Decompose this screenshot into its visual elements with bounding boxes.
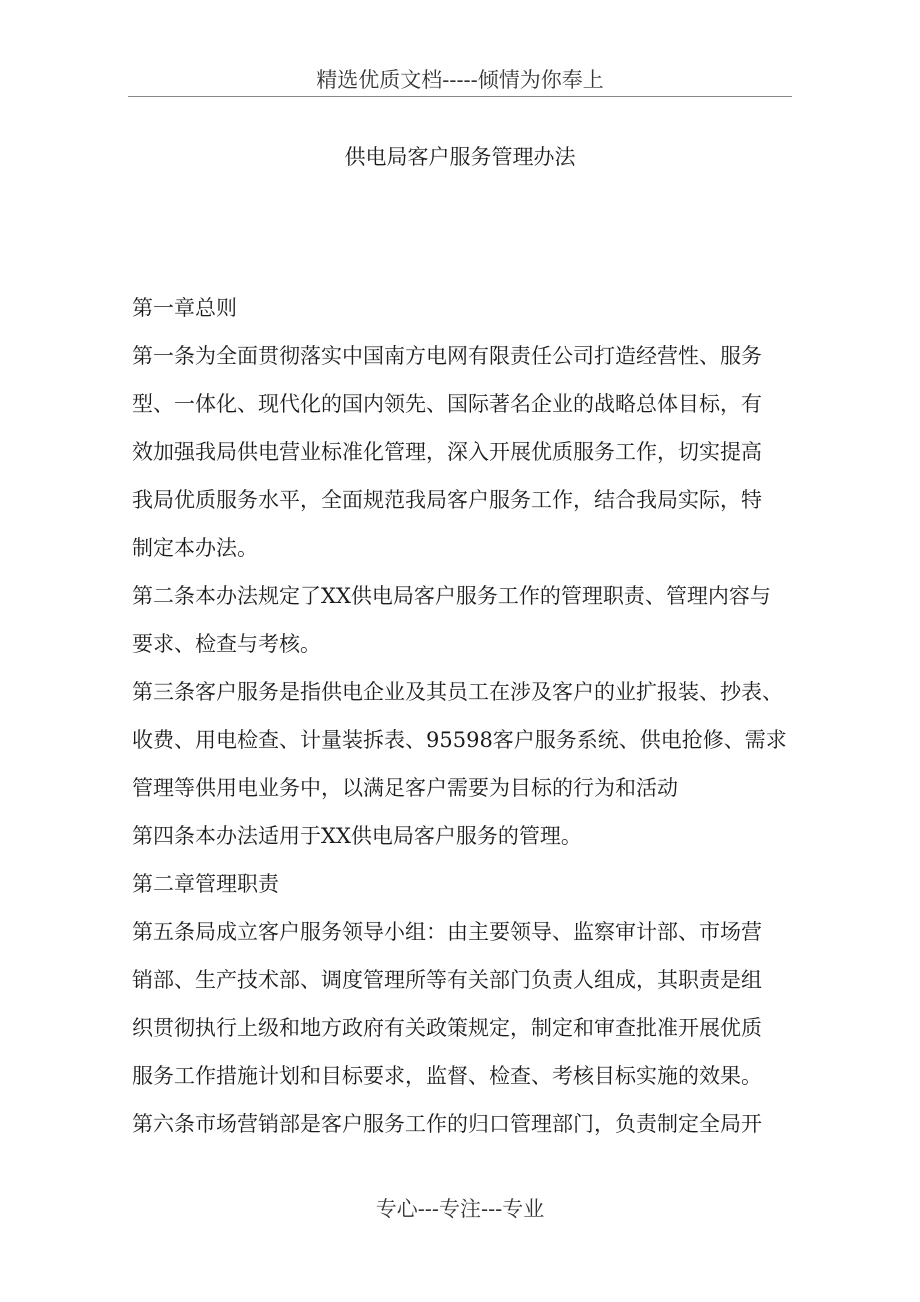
body-line: 服务工作措施计划和目标要求，监督、检查、考核目标实施的效果。 xyxy=(132,1064,762,1088)
body-line: 第五条局成立客户服务领导小组：由主要领导、监察审计部、市场营 xyxy=(132,920,762,944)
body-line: 要求、检查与考核。 xyxy=(132,632,321,656)
page-header: 精选优质文档-----倾情为你奉上 xyxy=(316,68,604,92)
heading-chapter-2: 第二章管理职责 xyxy=(132,872,279,896)
body-line: 制定本办法。 xyxy=(132,536,258,560)
body-line: 销部、生产技术部、调度管理所等有关部门负责人组成，其职责是组 xyxy=(132,968,762,992)
header-divider xyxy=(128,96,792,97)
body-line: 型、一体化、现代化的国内领先、国际著名企业的战略总体目标，有 xyxy=(132,392,762,416)
body-line: 效加强我局供电营业标准化管理，深入开展优质服务工作，切实提高 xyxy=(132,440,762,464)
body-line: 收费、用电检查、计量装拆表、95598客户服务系统、供电抢修、需求 xyxy=(132,728,787,752)
body-line: 第三条客户服务是指供电企业及其员工在涉及客户的业扩报装、抄表、 xyxy=(132,680,783,704)
document-title: 供电局客户服务管理办法 xyxy=(344,145,576,169)
body-line: 第二条本办法规定了XX供电局客户服务工作的管理职责、管理内容与 xyxy=(132,584,771,608)
body-line: 第四条本办法适用于XX供电局客户服务的管理。 xyxy=(132,824,582,848)
body-line: 第一条为全面贯彻落实中国南方电网有限责任公司打造经营性、服务 xyxy=(132,344,762,368)
body-line: 织贯彻执行上级和地方政府有关政策规定，制定和审查批准开展优质 xyxy=(132,1016,762,1040)
body-line: 我局优质服务水平，全面规范我局客户服务工作，结合我局实际，特 xyxy=(132,488,762,512)
document-body xyxy=(132,284,808,1148)
heading-chapter-1: 第一章总则 xyxy=(132,296,237,320)
page-footer: 专心---专注---专业 xyxy=(375,1197,545,1221)
body-line: 第六条市场营销部是客户服务工作的归口管理部门，负责制定全局开 xyxy=(132,1112,762,1136)
body-line: 管理等供用电业务中，以满足客户需要为目标的行为和活动 xyxy=(132,776,678,800)
